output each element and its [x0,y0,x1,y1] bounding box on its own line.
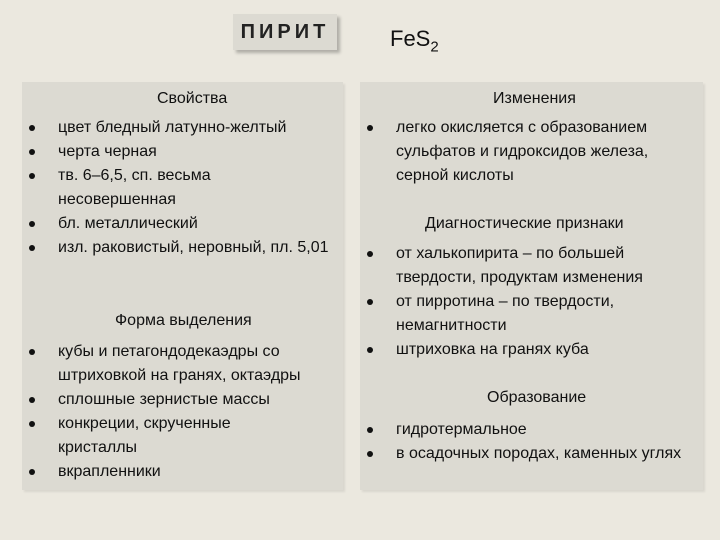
bullet-icon [29,245,35,251]
bullet-icon [367,251,373,257]
form-heading: Форма выделения [115,312,252,329]
changes-heading: Изменения [493,90,576,107]
right-panel [360,82,703,490]
list-item: от пирротина – по твердости, немагнитности [360,290,703,338]
forms-list [22,340,343,484]
list-item: от халькопирита – по большей твердости, продуктам изменения [360,242,703,290]
list-item: бл. металлический [22,212,343,236]
diagnostics-list [360,242,703,362]
properties-list [22,116,343,260]
title-box [233,14,337,50]
chemical-formula [390,26,439,55]
list-item: изл. раковистый, неровный, пл. 5,01 [22,236,343,260]
diagnostic-heading: Диагностические признаки [425,215,624,232]
bullet-icon [29,173,35,179]
bullet-icon [367,347,373,353]
bullet-icon [29,221,35,227]
list-item: кубы и петагондодекаэдры со штриховкой на гранях, октаэдры [22,340,343,388]
formation-list [360,418,703,466]
list-item: в осадочных породах, каменных углях [360,442,703,466]
left-panel [22,82,343,490]
properties-heading: Свойства [157,90,228,107]
bullet-icon [29,349,35,355]
bullet-icon [29,125,35,131]
list-item: цвет бледный латунно-желтый [22,116,343,140]
list-item: черта черная [22,140,343,164]
bullet-icon [29,421,35,427]
bullet-icon [367,427,373,433]
bullet-icon [367,125,373,131]
page-title: ПИРИТ [240,20,330,43]
formula-main: FeS [390,26,431,51]
list-item: вкрапленники [22,460,343,484]
bullet-icon [29,469,35,475]
list-item: гидротермальное [360,418,703,442]
list-item: легко окисляется с образованием сульфатов и гидроксидов железа, серной кислоты [360,116,703,188]
list-item: тв. 6–6,5, сп. весьма несовершенная [22,164,343,212]
list-item: сплошные зернистые массы [22,388,343,412]
list-item: штриховка на гранях куба [360,338,703,362]
bullet-icon [367,299,373,305]
changes-list [360,116,703,188]
bullet-icon [29,397,35,403]
formula-subscript: 2 [430,38,439,56]
list-item: конкреции, скрученные кристаллы [22,412,343,460]
bullet-icon [29,149,35,155]
bullet-icon [367,451,373,457]
formation-heading: Образование [487,389,587,406]
